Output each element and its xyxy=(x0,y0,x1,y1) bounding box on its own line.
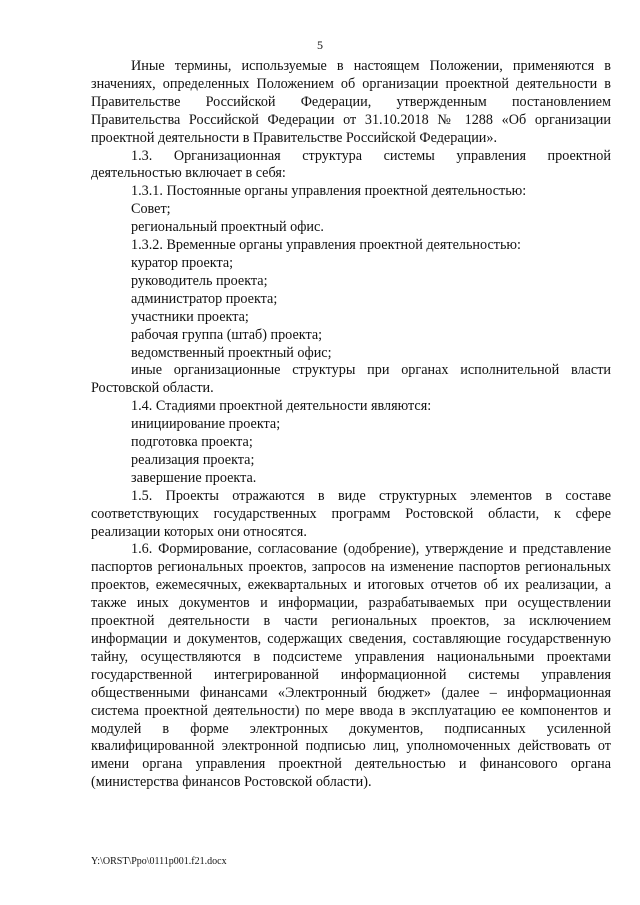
paragraph-1-4: 1.4. Стадиями проектной деятельности являются: xyxy=(131,398,432,415)
list-item-regional-office: региональный проектный офис. xyxy=(131,219,324,236)
paragraph-1-3-2: 1.3.2. Временные органы управления проектной деятельностью: xyxy=(131,237,521,254)
list-item-curator: куратор проекта; xyxy=(131,254,234,271)
footer-file-path: Y:\ORST\Ppo\0111p001.f21.docx xyxy=(91,856,227,867)
paragraph-1-5: 1.5. Проекты отражаются в виде структурных элементов в составе соответствующих государственных программ Ростовской области, к сфере реализации которых они относятся. xyxy=(91,487,611,540)
list-item-preparation: подготовка проекта; xyxy=(131,434,253,451)
page-number: 5 xyxy=(317,38,323,52)
list-item-completion: завершение проекта. xyxy=(131,469,257,486)
list-item-initiation: инициирование проекта; xyxy=(131,416,281,433)
list-item-council: Совет; xyxy=(131,201,171,218)
paragraph-1-6: 1.6. Формирование, согласование (одобрение), утверждение и представление паспортов региональных проектов, запросов на изменение паспортов региональных проектов, ежемесячных, ежеквартальных и итоговых отчетов об их реализации, а также иных документов и информации, разрабатываемых при осуществлении проектной деятельности в части региональных проектов, за исключением информации и документов, содержащих сведения, составляющие государственную тайну, осуществляются в подсистеме управления национальными проектами государственной интегрированной информационной системы управления общественными финансами «Электронный бюджет» (далее – информационная система проектной деятельности) по мере ввода в эксплуатацию ее компонентов и модулей в форме электронных документов, подписанных усиленной квалифицированной электронной подписью лиц, уполномоченных действовать от имени органа управления проектной деятельностью и финансового органа (министерства финансов Ростовской области). xyxy=(91,541,611,791)
paragraph-1-3-1: 1.3.1. Постоянные органы управления проектной деятельностью: xyxy=(131,183,527,200)
list-item-dept-office: ведомственный проектный офис; xyxy=(131,344,332,361)
list-item-implementation: реализация проекта; xyxy=(131,451,255,468)
paragraph-other-terms: Иные термины, используемые в настоящем Положении, применяются в значениях, определенных Положением об организации проектной деятельности в Правительстве Российской Федерации, утвержденным постановлением Правительства Российской Федерации от 31.10.2018 № 1288 «Об организации проектной деятельности в Правительстве Российской Федерации». xyxy=(91,58,611,146)
document-body xyxy=(91,58,611,792)
list-item-project-admin: администратор проекта; xyxy=(131,290,278,307)
paragraph-1-3: 1.3. Организационная структура системы управления проектной деятельностью включает в себя: xyxy=(91,147,611,182)
list-item-participants: участники проекта; xyxy=(131,308,249,325)
list-item-project-head: руководитель проекта; xyxy=(131,272,268,289)
list-item-working-group: рабочая группа (штаб) проекта; xyxy=(131,326,323,343)
list-item-other-structures: иные организационные структуры при органах исполнительной власти Ростовской области. xyxy=(91,362,611,397)
